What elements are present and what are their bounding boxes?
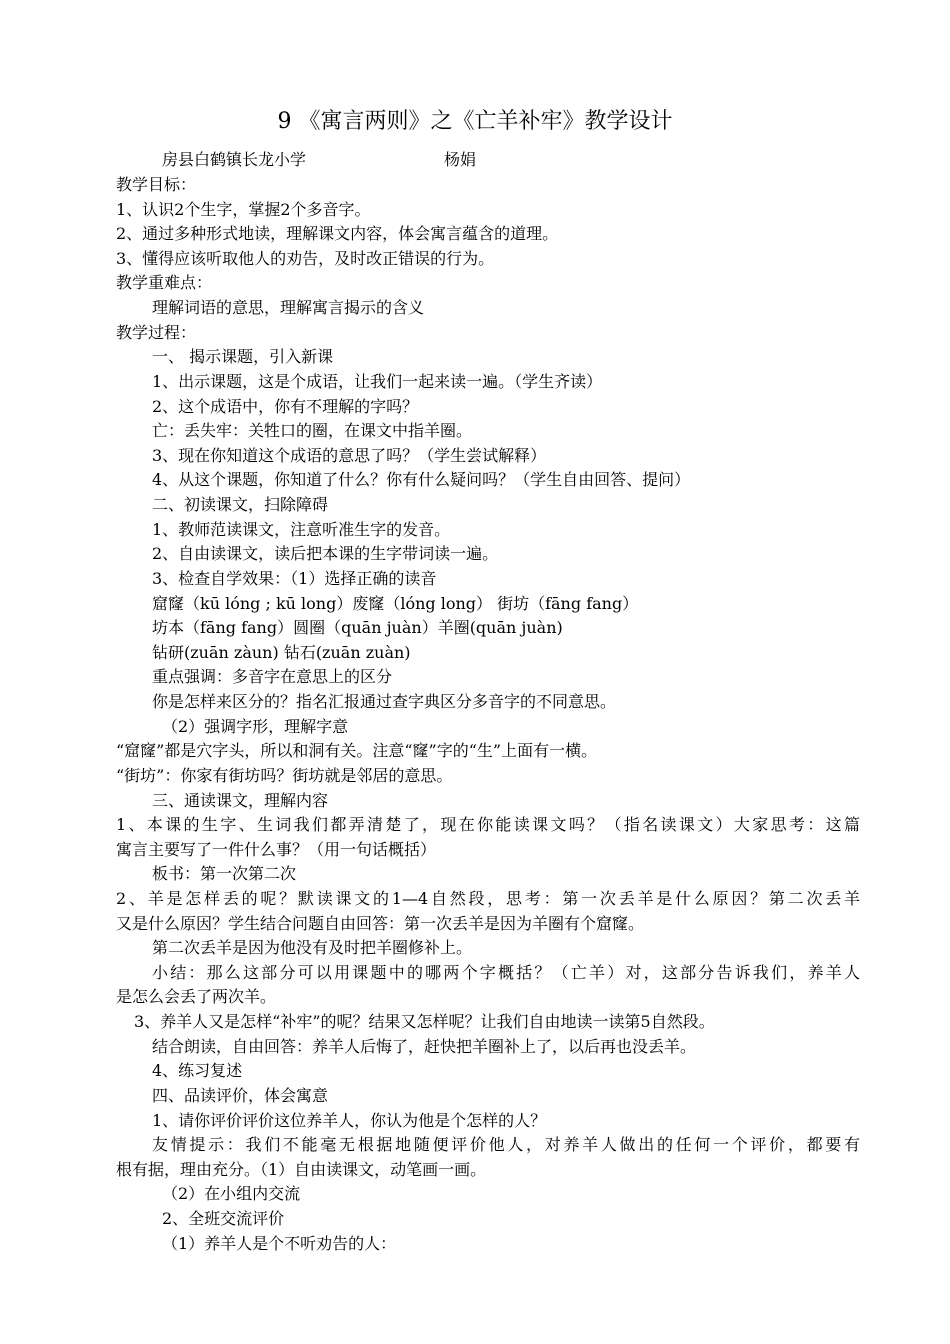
text-line: 1、认识2个生字，掌握2个多音字。 [116,199,371,219]
text-line: 坊本（fāng fang）圆圈（quān juàn）羊圈(quān juàn) [152,618,563,638]
text-line: 友情提示：我们不能毫无根据地随便评价他人，对养羊人做出的任何一个评价，都要有 [152,1135,860,1155]
text-line: 2、羊是怎样丢的呢？默读课文的1—4自然段，思考：第一次丢羊是什么原因？第二次丢羊 [116,888,860,908]
text-line: 钻研(zuān zàun) 钻石(zuān zuàn) [152,642,411,662]
text-line: 一、 揭示课题，引入新课 [152,347,334,367]
text-line: 教学目标： [116,175,197,194]
text-line: 亡：丢失牢：关牲口的圈，在课文中指羊圈。 [152,421,473,441]
text-line: 2、这个成语中，你有不理解的字吗？ [152,396,419,416]
text-line: “窟窿”都是穴字头，所以和洞有关。注意“窿”字的“生”上面有一横。 [116,741,598,761]
school-name: 房县白鹤镇长龙小学 [162,150,307,169]
text-line: 你是怎样来区分的？指名汇报通过查字典区分多音字的不同意思。 [152,692,617,712]
text-line: 1、教师范读课文，注意听准生字的发音。 [152,519,451,539]
text-line: 板书：第一次第二次 [152,864,297,884]
text-line: 结合朗读，自由回答：养羊人后悔了，赶快把羊圈补上了，以后再也没丢羊。 [152,1036,697,1056]
text-line: 四、品读评价，体会寓意 [152,1085,329,1105]
text-line: 二、初读课文，扫除障碍 [152,495,329,515]
author-name: 杨娟 [444,150,477,169]
text-line: 小结：那么这部分可以用课题中的哪两个字概括？（亡羊）对，这部分告诉我们，养羊人 [152,962,860,982]
document-title: 9 《寓言两则》之《亡羊补牢》教学设计 [277,109,673,134]
text-line: 2、全班交流评价 [162,1209,285,1229]
text-line: （2）强调字形，理解字意 [162,716,349,736]
text-line: （1）养羊人是个不听劝告的人： [162,1233,397,1253]
text-line: 理解词语的意思，理解寓言揭示的含义 [152,298,425,318]
text-line: 重点强调：多音字在意思上的区分 [152,667,393,687]
text-line: （2）在小组内交流 [162,1184,301,1204]
text-line: “街坊”：你家有街坊吗？街坊就是邻居的意思。 [116,765,453,785]
text-line: 4、练习复述 [152,1061,243,1081]
text-line: 教学过程： [116,322,197,342]
text-line: 4、从这个课题，你知道了什么？你有什么疑问吗？（学生自由回答、提问） [152,470,691,490]
text-line: 教学重难点： [116,273,213,293]
text-line: 1、请你评价评价这位养羊人，你认为他是个怎样的人？ [152,1110,547,1130]
text-line: 2、自由读课文，读后把本课的生字带词读一遍。 [152,544,499,564]
text-line: 窟窿（kū lóng ; kū long）废窿（lóng long） 街坊（fāng fang） [152,593,639,613]
text-line: 3、养羊人又是怎样“补牢”的呢？结果又怎样呢？让我们自由地读一读第5自然段。 [134,1012,715,1032]
text-line: 3、现在你知道这个成语的意思了吗？（学生尝试解释） [152,445,547,465]
text-line: 1、出示课题，这是个成语，让我们一起来读一遍。（学生齐读） [152,371,603,391]
text-line: 3、检查自学效果：（1）选择正确的读音 [152,568,437,588]
text-line: 根有据，理由充分。（1）自由读课文，动笔画一画。 [116,1159,487,1179]
text-line: 又是什么原因？学生结合问题自由回答：第一次丢羊是因为羊圈有个窟窿。 [116,913,645,933]
text-line: 三、通读课文，理解内容 [152,790,329,810]
text-line: 3、懂得应该听取他人的劝告，及时改正错误的行为。 [116,248,495,268]
text-line: 1、本课的生字、生词我们都弄清楚了，现在你能读课文吗？（指名读课文）大家思考：这篇 [116,815,860,835]
text-line: 寓言主要写了一件什么事？（用一句话概括） [116,839,437,859]
text-line: 是怎么会丢了两次羊。 [116,987,277,1007]
text-line: 2、通过多种形式地读，理解课文内容，体会寓言蕴含的道理。 [116,224,559,244]
text-line: 第二次丢羊是因为他没有及时把羊圈修补上。 [152,938,473,958]
